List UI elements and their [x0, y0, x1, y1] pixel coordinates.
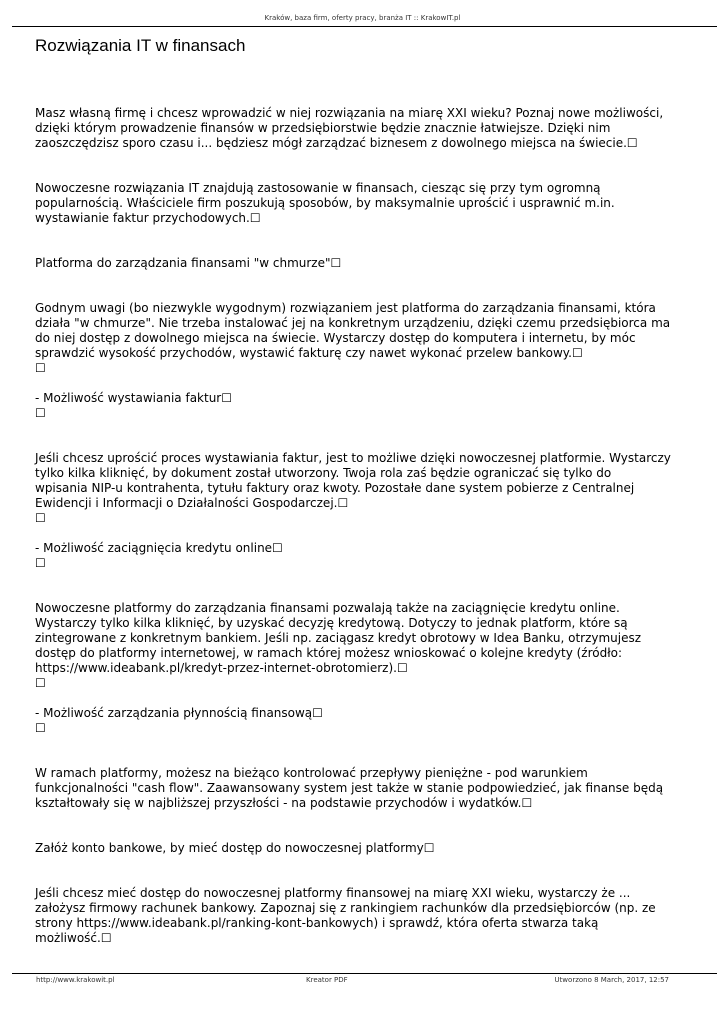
- article-body: [35, 106, 700, 946]
- paragraph-liquidity: W ramach platformy, możesz na bieżąco kontrolować przepływy pieniężne - pod warunkiem funkcjonalności "cash flow". Zaawansowany system jest także w stanie podpowiedzieć, jak finanse będą kształtowały się w najbliższej przyszłości - na podstawie przychodów i wydatków.☐: [35, 766, 664, 810]
- footer-url: http://www.krakowit.pl: [36, 976, 115, 984]
- page-header: Kraków, baza firm, oferty pracy, branża IT :: KrakowIT.pl: [264, 14, 461, 22]
- subheading-credit-online: - Możliwość zaciągnięcia kredytu online☐ ☐: [35, 541, 283, 570]
- footer-divider: [12, 973, 717, 974]
- paragraph-intro: Masz własną firmę i chcesz wprowadzić w niej rozwiązania na miarę XXI wieku? Poznaj nowe możliwości, dzięki którym prowadzenie finansów w przedsiębiorstwie będzie znacznie łatwiejsze. Dzięki nim zaoszczędzisz sporo czasu i... będziesz mógł zarządzać biznesem z dowolnego miejsca na świecie.☐: [35, 106, 664, 150]
- footer-created-date: Utworzono 8 March, 2017, 12:57: [554, 976, 669, 984]
- paragraph-invoices: Jeśli chcesz uprościć proces wystawiania faktur, jest to możliwe dzięki nowoczesnej platformie. Wystarczy tylko kilka kliknięć, by dokument został utworzony. Twoja rola zaś będzie ograniczać się tylko do wpisania NIP-u kontrahenta, tytułu faktury oraz kwoty. Pozostałe dane system pobierze z Centralnej Ewidencji i Informacji o Działalności Gospodarczej.☐ ☐: [35, 451, 671, 525]
- paragraph-cloud-platform: Godnym uwagi (bo niezwykle wygodnym) rozwiązaniem jest platforma do zarządzania finansami, która działa "w chmurze". Nie trzeba instalować jej na konkretnym urządzeniu, dzięki czemu przedsiębiorca ma do niej dostęp z dowolnego miejsca na świecie. Wystarczy dostęp do komputera i internetu, by móc sprawdzić wysokość przychodów, wystawić fakturę czy nawet wykonać przelew bankowy.☐ ☐: [35, 301, 671, 375]
- section-heading-bank-account: Załóż konto bankowe, by mieć dostęp do nowoczesnej platformy☐: [35, 841, 435, 855]
- paragraph-bank-account: Jeśli chcesz mieć dostęp do nowoczesnej platformy finansowej na miarę XXI wieku, wystarczy że ... założysz firmowy rachunek bankowy. Zapoznaj się z rankingiem rachunków dla przedsiębiorców (np. ze strony https://www.ideabank.pl/ranking-kont-bankowych) i sprawdź, która oferta stwarza taką możliwość.☐: [35, 886, 656, 945]
- paragraph-credit-online: Nowoczesne platformy do zarządzania finansami pozwalają także na zaciągnięcie kredytu online. Wystarczy tylko kilka kliknięć, by uzyskać decyzję kredytową. Dotyczy to jednak platform, które są zintegrowane z konkretnym bankiem. Jeśli np. zaciągasz kredyt obrotowy w Idea Banku, otrzymujesz dostęp do platformy internetowej, w ramach której możesz wnioskować o kolejne kredyty (źródło: https://www.ideabank.pl/kredyt-przez-internet-obrotomierz).☐ ☐: [35, 601, 642, 690]
- footer-generator: Kreator PDF: [306, 976, 348, 984]
- subheading-invoices: - Możliwość wystawiania faktur☐ ☐: [35, 391, 232, 420]
- paragraph-modern-solutions: Nowoczesne rozwiązania IT znajdują zastosowanie w finansach, ciesząc się przy tym ogromną popularnością. Właściciele firm poszukują sposobów, by maksymalnie uprościć i usprawnić m.in. wystawianie faktur przychodowych.☐: [35, 181, 615, 225]
- header-divider: [12, 26, 717, 27]
- page-title: Rozwiązania IT w finansach: [35, 36, 246, 55]
- subheading-liquidity: - Możliwość zarządzania płynnością finansową☐ ☐: [35, 706, 323, 735]
- section-heading-cloud-platform: Platforma do zarządzania finansami "w chmurze"☐: [35, 256, 342, 270]
